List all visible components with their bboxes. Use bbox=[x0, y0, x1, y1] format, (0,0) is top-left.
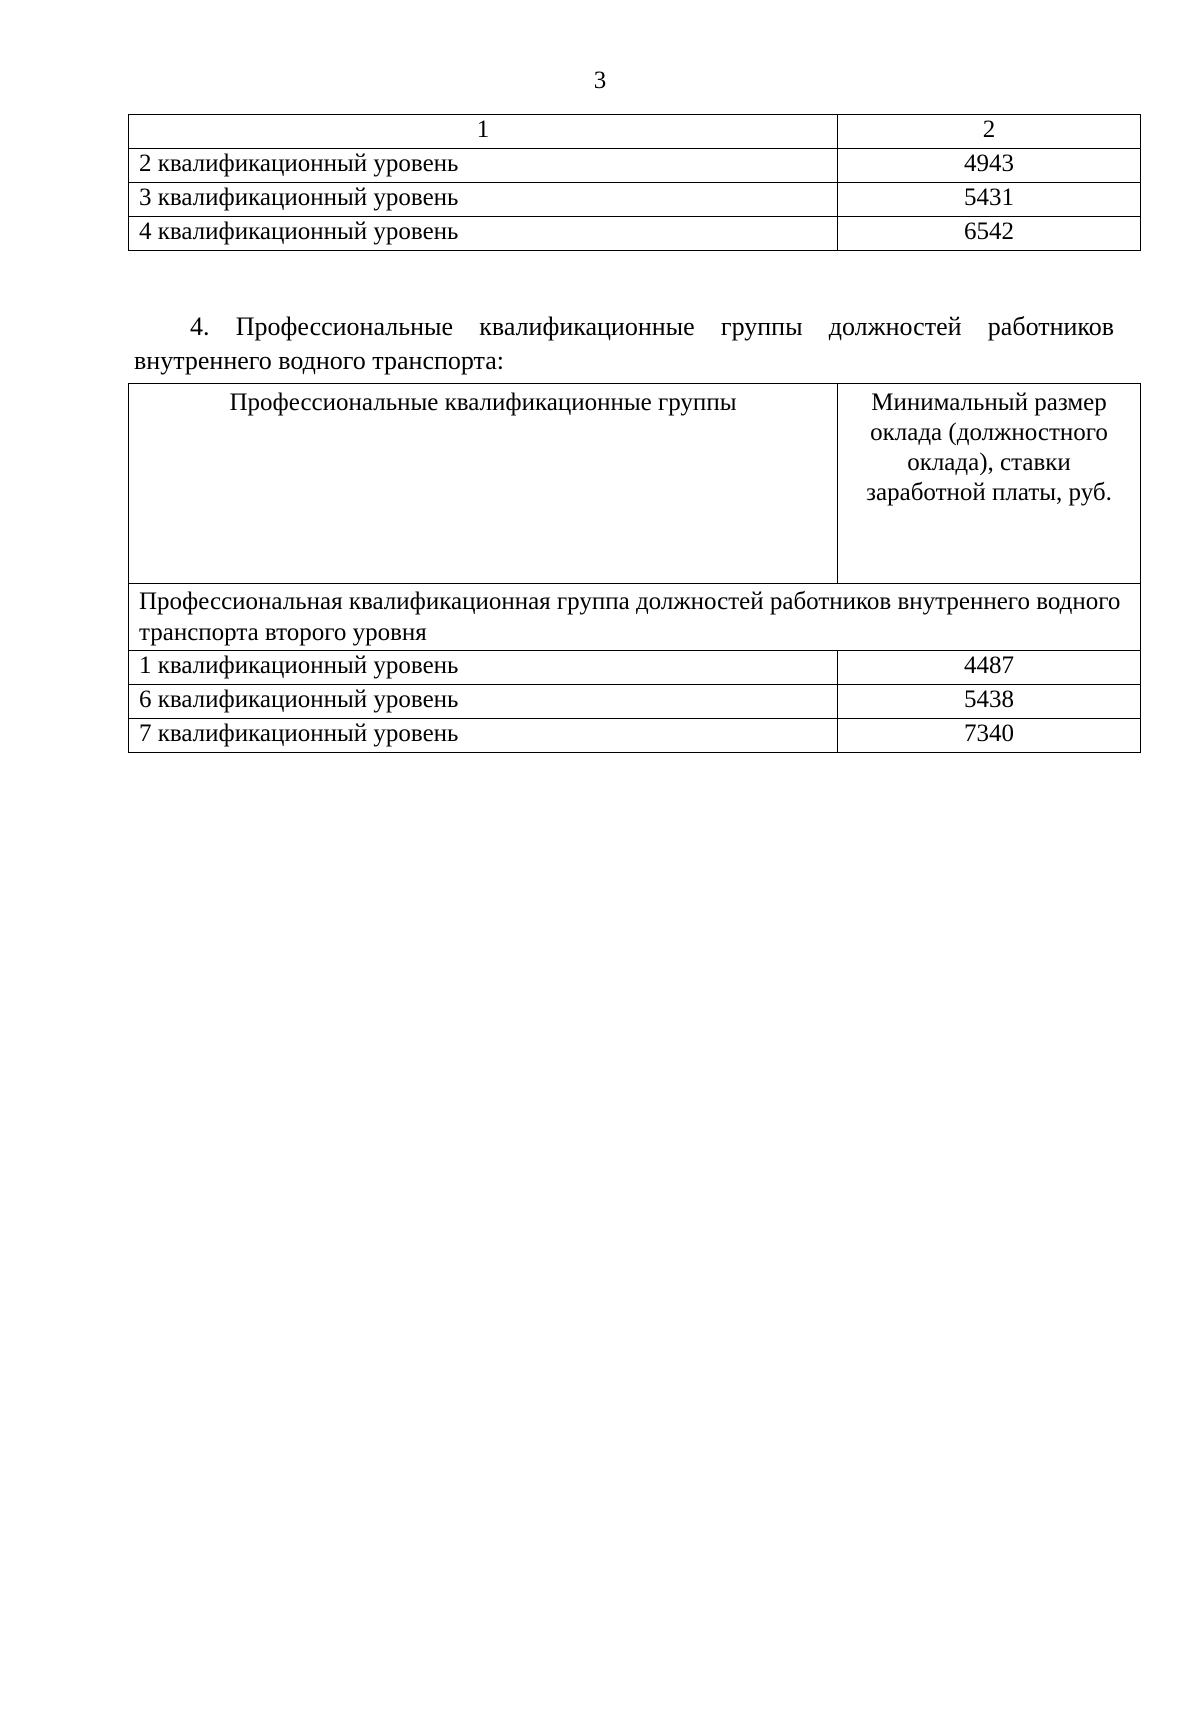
salary-value: 5431 bbox=[838, 183, 1141, 217]
qualification-level: 2 квалификационный уровень bbox=[129, 149, 838, 183]
qualification-group-title: Профессиональная квалификационная группа должностей работников внутреннего водного транспорта второго уровня bbox=[129, 584, 1141, 651]
salary-value: 5438 bbox=[838, 685, 1141, 719]
group-row bbox=[129, 584, 1141, 651]
table-header-row bbox=[129, 384, 1141, 584]
table-row bbox=[129, 685, 1141, 719]
salary-column-header: Минимальный размер оклада (должностного оклада), ставки заработной платы, руб. bbox=[838, 384, 1141, 584]
salary-value: 7340 bbox=[838, 719, 1141, 753]
salary-value: 4487 bbox=[838, 651, 1141, 685]
qualification-level: 7 квалификационный уровень bbox=[129, 719, 838, 753]
table-row bbox=[129, 149, 1141, 183]
qualification-level: 4 квалификационный уровень bbox=[129, 217, 838, 251]
section-4-heading: 4. Профессиональные квалификационные группы должностей работников внутреннего водного транспорта: bbox=[134, 312, 1114, 375]
groups-column-header: Профессиональные квалификационные группы bbox=[129, 384, 838, 584]
column-number-2: 2 bbox=[838, 115, 1141, 149]
page-number: 3 bbox=[593, 67, 607, 94]
column-number-1: 1 bbox=[129, 115, 838, 149]
salary-table-continued bbox=[128, 114, 1141, 251]
salary-value: 4943 bbox=[838, 149, 1141, 183]
table-row bbox=[129, 651, 1141, 685]
table-row bbox=[129, 719, 1141, 753]
table-row bbox=[129, 217, 1141, 251]
qualification-level: 3 квалификационный уровень bbox=[129, 183, 838, 217]
table-row bbox=[129, 183, 1141, 217]
qualification-level: 1 квалификационный уровень bbox=[129, 651, 838, 685]
table-header-row bbox=[129, 115, 1141, 149]
salary-value: 6542 bbox=[838, 217, 1141, 251]
water-transport-salary-table bbox=[128, 383, 1141, 753]
qualification-level: 6 квалификационный уровень bbox=[129, 685, 838, 719]
